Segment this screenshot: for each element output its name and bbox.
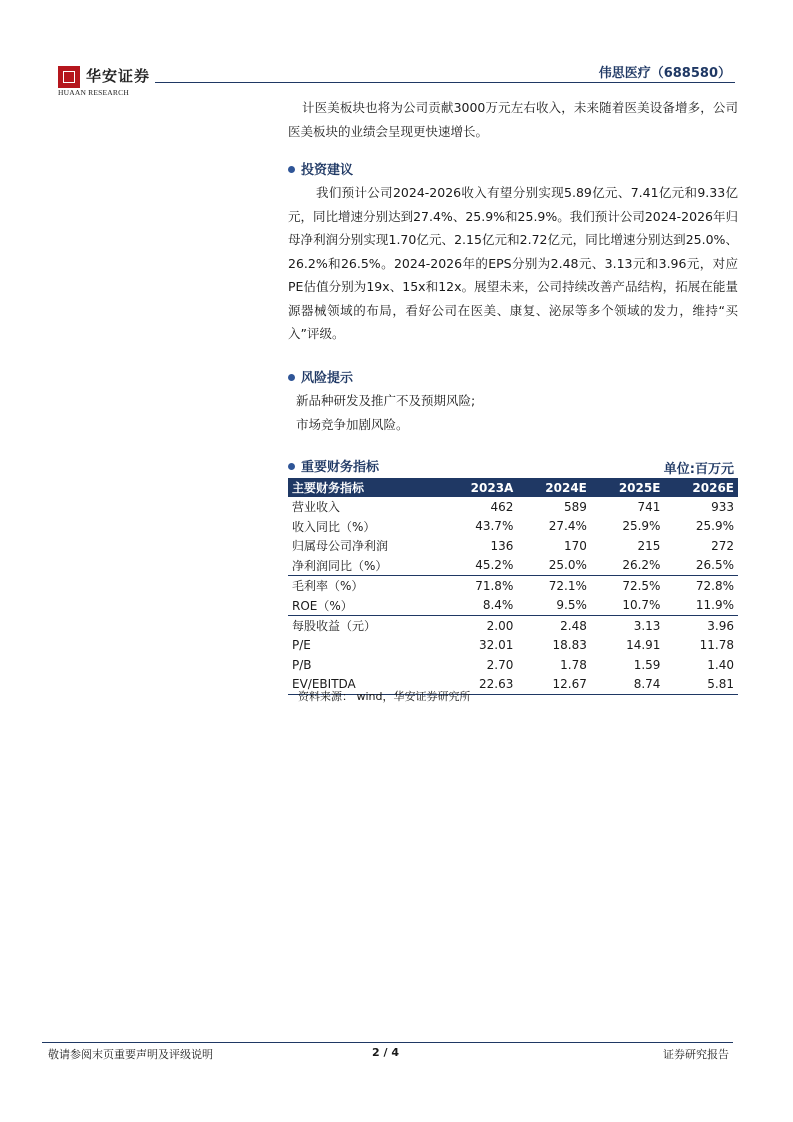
table-cell: 43.7% (475, 519, 514, 534)
column-header: 2024E (517, 478, 591, 497)
table-cell: 45.2% (475, 558, 514, 573)
table-cell: 25.0% (548, 558, 587, 573)
table-cell: 26.2% (622, 558, 661, 573)
table-cell: 1.40 (707, 657, 734, 672)
table-row (288, 497, 738, 517)
table-cell: 741 (637, 499, 661, 514)
table-cell: 归属母公司净利润 (292, 539, 389, 554)
table-cell: 11.78 (699, 638, 734, 653)
table-cell: 营业收入 (292, 500, 341, 515)
table-cell: 3.96 (664, 616, 738, 636)
bullet-icon (288, 463, 295, 470)
table-cell: 22.63 (442, 675, 517, 695)
investment-section (288, 161, 738, 346)
table-cell: 272 (711, 538, 734, 553)
table-cell: 933 (711, 499, 734, 514)
table-cell: 2.00 (442, 616, 517, 636)
risk-item: 市场竞争加剧风险。 (296, 416, 409, 432)
table-cell: 462 (490, 499, 514, 514)
bullet-icon (288, 166, 295, 173)
investment-heading (288, 161, 738, 181)
logo-chinese-name: 华安证券 (86, 67, 151, 85)
risk-item: 新品种研发及推广不及预期风险; (296, 393, 476, 408)
logo-english-name: HUAAN RESEARCH (58, 88, 129, 97)
footer-doc-type: 证券研究报告 (663, 1048, 729, 1061)
table-cell: 71.8% (442, 576, 517, 596)
table-cell: 72.5% (591, 576, 665, 596)
intro-paragraph: 计医美板块也将为公司贡献3000万元左右收入，未来随着医美设备增多，公司医美板块的业绩会呈现更快速增长。 (288, 100, 738, 139)
table-row (288, 616, 738, 636)
financials-unit: 单位:百万元 (663, 462, 734, 477)
column-header: 2023A (442, 478, 517, 497)
table-cell: P/E (292, 638, 311, 653)
table-cell: 2.48 (517, 616, 591, 636)
table-cell: 9.5% (556, 598, 587, 613)
table-cell: 1.59 (633, 657, 661, 672)
table-cell: P/B (292, 657, 312, 672)
table-cell: 8.74 (591, 675, 665, 695)
financials-heading (288, 458, 738, 478)
report-title: 伟思医疗（688580） (598, 66, 731, 81)
column-header: 2026E (664, 478, 738, 497)
table-cell: 72.8% (664, 576, 738, 596)
table-cell: 25.9% (622, 519, 661, 534)
table-cell: 32.01 (478, 638, 514, 653)
table-cell: 170 (563, 538, 587, 553)
header-divider (155, 82, 735, 83)
table-cell: EV/EBITDA (288, 675, 442, 695)
table-row (288, 556, 738, 576)
table-header-row (288, 478, 738, 497)
footer-divider (42, 1042, 733, 1043)
table-cell: 净利润同比（%） (292, 558, 388, 573)
risk-section (288, 369, 738, 436)
table-cell: 每股收益（元） (288, 616, 442, 636)
table-cell: 3.13 (591, 616, 665, 636)
financials-table (288, 478, 738, 695)
table-cell: 27.4% (548, 519, 587, 534)
table-cell: 12.67 (517, 675, 591, 695)
table-row (288, 636, 738, 656)
table-cell: 72.1% (517, 576, 591, 596)
intro-section (288, 96, 738, 143)
table-cell: 毛利率（%） (288, 576, 442, 596)
investment-title: 投资建议 (301, 163, 354, 178)
table-cell: 1.78 (560, 657, 587, 672)
bullet-icon (288, 374, 295, 381)
table-cell: 8.4% (482, 598, 514, 613)
table-row (288, 655, 738, 675)
table-row (288, 576, 738, 596)
risk-heading (288, 369, 738, 389)
table-cell: ROE（%） (292, 598, 353, 613)
table-cell: 18.83 (552, 638, 587, 653)
logo-seal-icon (58, 66, 80, 88)
table-cell: 215 (637, 538, 661, 553)
table-row (288, 536, 738, 556)
footer-disclaimer: 敬请参阅末页重要声明及评级说明 (48, 1048, 213, 1061)
table-cell: 5.81 (664, 675, 738, 695)
table-cell: 收入同比（%） (292, 519, 376, 534)
page-number: 2 / 4 (372, 1046, 399, 1059)
table-cell: 14.91 (626, 638, 661, 653)
column-header: 2025E (591, 478, 665, 497)
risk-title: 风险提示 (301, 371, 354, 386)
table-cell: 136 (490, 538, 514, 553)
table-source-note: 资料来源： wind，华安证券研究所 (298, 690, 471, 703)
column-header: 主要财务指标 (288, 478, 442, 497)
company-logo (58, 66, 158, 96)
financials-title: 重要财务指标 (301, 460, 380, 475)
table-cell: 25.9% (695, 519, 734, 534)
table-cell: 589 (563, 499, 587, 514)
table-row (288, 596, 738, 616)
table-cell: 11.9% (695, 598, 734, 613)
investment-paragraph: 我们预计公司2024-2026收入有望分别实现5.89亿元、7.41亿元和9.33亿元，同比增速分别达到27.4%、25.9%和25.9%。我们预计公司2024-2026年归母净利润分别实现1.70亿元、2.15亿元和2.72亿元，同比增速分别达到25.0%、26.2%和26.5%。2024-2026年的EPS分别为2.48元、3.13元和3.96元，对应PE估值分别为19x、15x和12x。展望未来，公司持续改善产品结构，拓展在能量源器械领域的布局，看好公司在医美、康复、泌尿等多个领域的发力，维持“买入”评级。 (288, 185, 738, 341)
table-cell: 10.7% (622, 598, 661, 613)
table-row (288, 517, 738, 537)
table-cell: 2.70 (486, 657, 514, 672)
table-cell: 26.5% (695, 558, 734, 573)
